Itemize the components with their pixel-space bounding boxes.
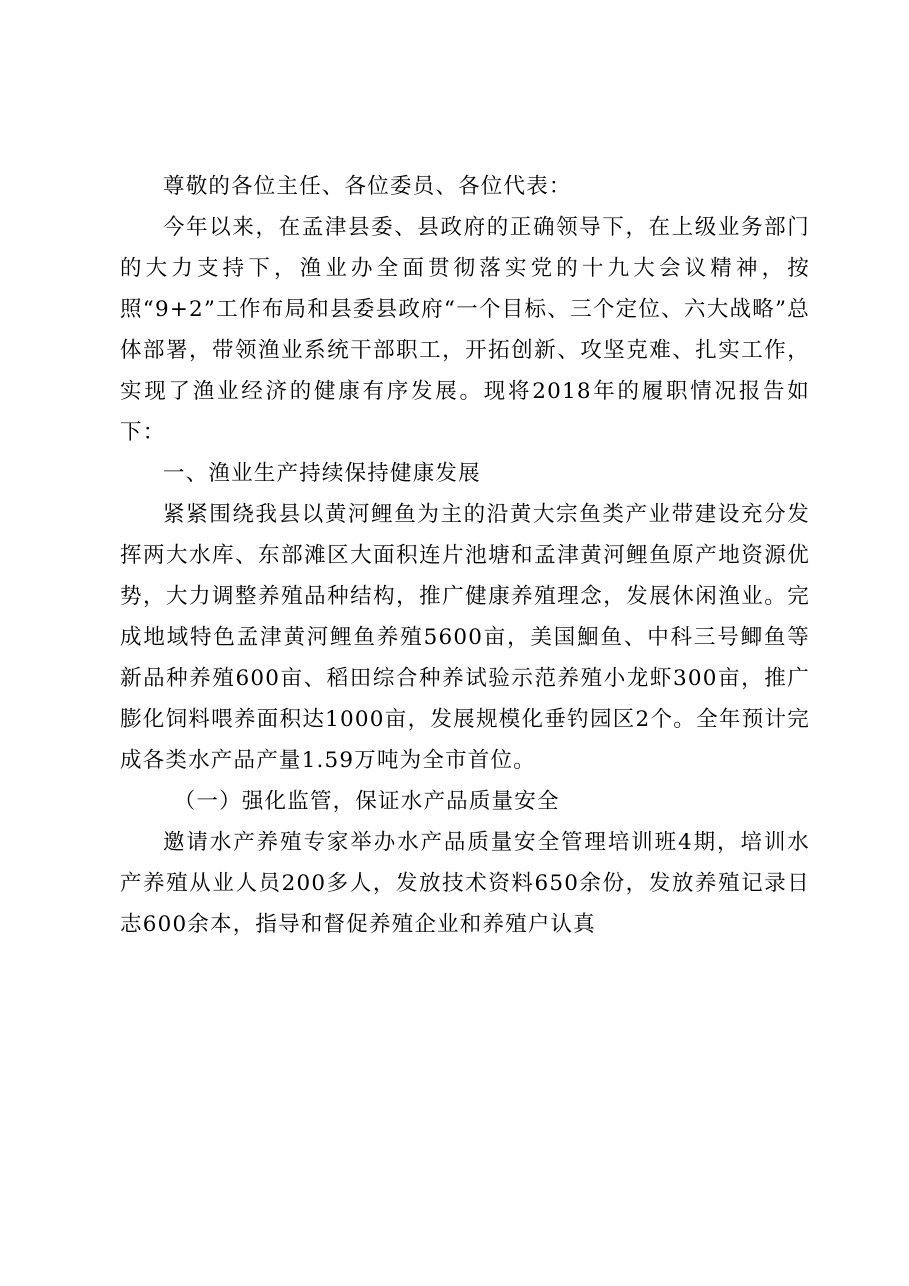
body-paragraph: 邀请水产养殖专家举办水产品质量安全管理培训班4期，培训水产养殖从业人员200多人，发放技术资料650余份，发放养殖记录日志600余本，指导和督促养殖企业和养殖户认真	[120, 830, 810, 937]
subsection-heading: （一）强化监管，保证水产品质量安全	[173, 789, 560, 814]
section-heading: 一、渔业生产持续保持健康发展	[163, 461, 481, 486]
document-body	[120, 166, 810, 945]
intro-paragraph: 今年以来，在孟津县委、县政府的正确领导下，在上级业务部门的大力支持下，渔业办全面贯彻落实党的十九大会议精神，按照“9+2”工作布局和县委县政府“一个目标、三个定位、六大战略”总体部署，带领渔业系统干部职工，开拓创新、攻坚克难、扎实工作，实现了渔业经济的健康有序发展。现将2018年的履职情况报告如下：	[120, 215, 810, 445]
body-paragraph: 紧紧围绕我县以黄河鲤鱼为主的沿黄大宗鱼类产业带建设充分发挥两大水库、东部滩区大面积连片池塘和孟津黄河鲤鱼原产地资源优势，大力调整养殖品种结构，推广健康养殖理念，发展休闲渔业。完成地域特色孟津黄河鲤鱼养殖5600亩，美国鮰鱼、中科三号鲫鱼等新品种养殖600亩、稻田综合种养试验示范养殖小龙虾300亩，推广膨化饲料喂养面积达1000亩，发展规模化垂钓园区2个。全年预计完成各类水产品产量1.59万吨为全市首位。	[120, 502, 810, 773]
salutation: 尊敬的各位主任、各位委员、各位代表：	[163, 174, 572, 199]
